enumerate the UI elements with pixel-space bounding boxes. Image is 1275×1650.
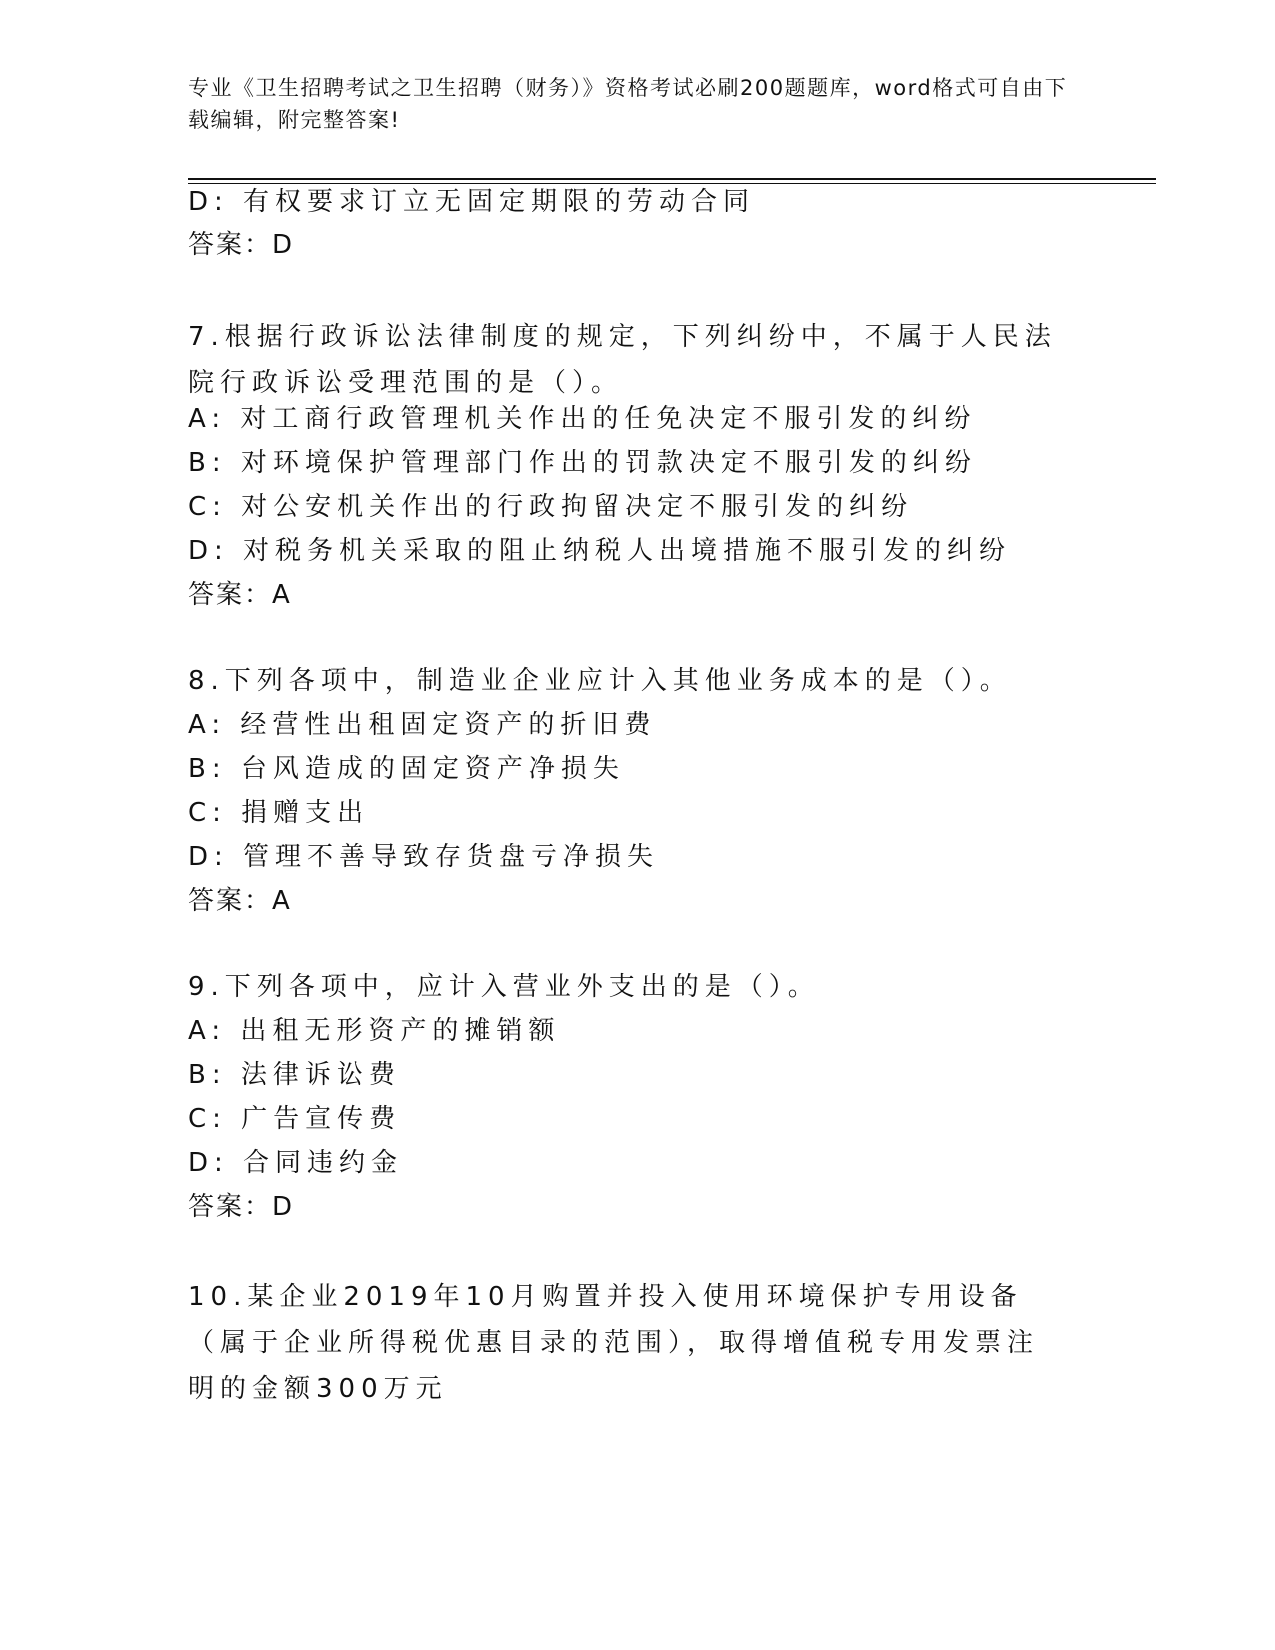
q7-option-d: D: 对税务机关采取的阻止纳税人出境措施不服引发的纠纷 (188, 536, 1012, 566)
q8-option-d: D: 管理不善导致存货盘亏净损失 (188, 842, 660, 872)
q6-answer: 答案：D (188, 230, 295, 260)
q8-stem: 8.下列各项中，制造业企业应计入其他业务成本的是（）。 (188, 666, 1012, 696)
document-header: 专业《卫生招聘考试之卫生招聘（财务）》资格考试必刷200题题库，word格式可自由下载编辑，附完整答案! (188, 76, 1068, 132)
q7-option-c: C: 对公安机关作出的行政拘留决定不服引发的纠纷 (188, 492, 914, 522)
q6-option-d: D: 有权要求订立无固定期限的劳动合同 (188, 187, 756, 217)
q9-option-c: C: 广告宣传费 (188, 1104, 402, 1134)
q7-stem: 7.根据行政诉讼法律制度的规定，下列纠纷中，不属于人民法院行政诉讼受理范围的是（）。 (188, 322, 1057, 398)
q9-option-b: B: 法律诉讼费 (188, 1060, 401, 1090)
q7-option-b: B: 对环境保护管理部门作出的罚款决定不服引发的纠纷 (188, 448, 977, 478)
q10-stem: 10.某企业2019年10月购置并投入使用环境保护专用设备（属于企业所得税优惠目录的范围），取得增值税专用发票注明的金额300万元 (188, 1282, 1040, 1404)
q9-option-a: A: 出租无形资产的摊销额 (188, 1016, 561, 1046)
header-divider-thick (188, 178, 1156, 180)
q9-stem: 9.下列各项中，应计入营业外支出的是（）。 (188, 972, 820, 1002)
q8-option-a: A: 经营性出租固定资产的折旧费 (188, 710, 657, 740)
q9-option-d: D: 合同违约金 (188, 1148, 404, 1178)
header-divider-thin (188, 183, 1156, 184)
q9-answer: 答案：D (188, 1192, 295, 1222)
q7-option-a: A: 对工商行政管理机关作出的任免决定不服引发的纠纷 (188, 404, 977, 434)
q8-option-c: C: 捐赠支出 (188, 798, 370, 828)
q8-answer: 答案：A (188, 886, 292, 916)
q7-answer: 答案：A (188, 580, 292, 610)
q8-option-b: B: 台风造成的固定资产净损失 (188, 754, 625, 784)
